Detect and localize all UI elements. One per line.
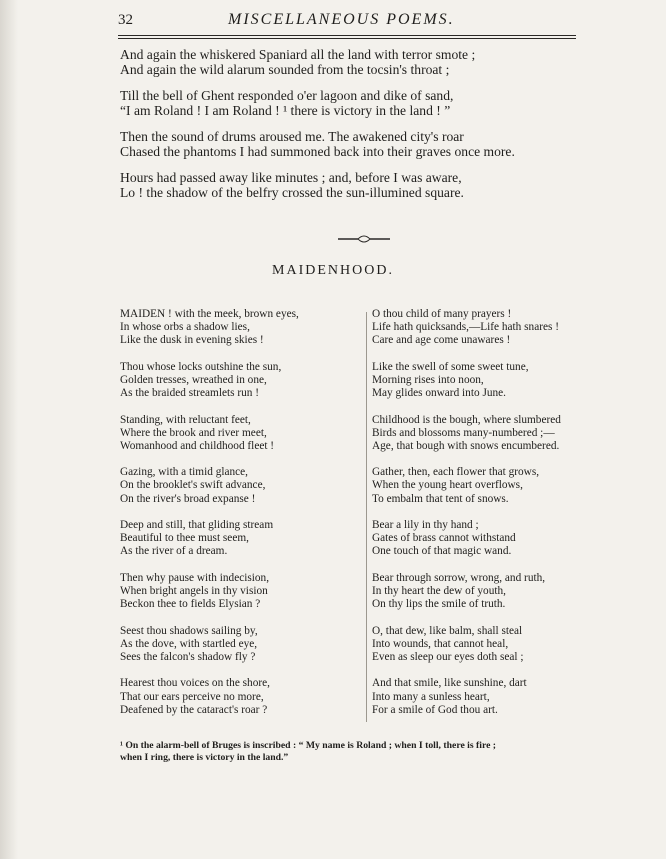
- stanza: [372, 361, 622, 400]
- verse-line: May glides onward into June.: [372, 386, 506, 399]
- verse-line: Morning rises into noon,: [372, 373, 484, 386]
- verse-line: Gazing, with a timid glance,: [120, 466, 248, 479]
- stanza: [120, 625, 360, 664]
- stanza: [372, 466, 622, 505]
- verse-line: Till the bell of Ghent responded o'er lagoon and dike of sand,: [120, 88, 454, 103]
- verse-line: “I am Roland ! I am Roland ! ¹ there is victory in the land ! ”: [120, 102, 451, 118]
- stanza: [120, 414, 360, 453]
- verse-line: When bright angels in thy vision: [120, 585, 268, 597]
- stanza: [120, 171, 590, 200]
- verse-line: Bear a lily in thy hand ;: [372, 519, 479, 532]
- stanza: [120, 519, 360, 558]
- verse-line: As the river of a dream.: [120, 545, 228, 558]
- verse-line: Gather, then, each flower that grows,: [372, 466, 540, 479]
- page-number: 32: [118, 12, 133, 28]
- stanza: [372, 677, 622, 716]
- verse-line: Hearest thou voices on the shore,: [120, 677, 270, 690]
- footnote-line: when I ring, there is victory in the land.”: [120, 751, 289, 763]
- verse-line: Golden tresses, wreathed in one,: [120, 373, 267, 386]
- stanza: [120, 308, 360, 347]
- stanza: [120, 361, 360, 400]
- verse-line: Life hath quicksands,—Life hath snares !: [372, 321, 559, 334]
- verse-line: When the young heart overflows,: [372, 479, 523, 492]
- verse-line: Standing, with reluctant feet,: [120, 413, 251, 426]
- verse-line: As the dove, with startled eye,: [120, 637, 258, 650]
- verse-line: Where the brook and river meet,: [120, 426, 267, 439]
- verse-line: Chased the phantoms I had summoned back into their graves once more.: [120, 143, 515, 159]
- verse-line: Like the dusk in evening skies !: [120, 334, 264, 347]
- verse-line: Even as sleep our eyes doth seal ;: [372, 650, 524, 663]
- verse-line: Into many a sunless heart,: [372, 690, 490, 703]
- verse-line: As the braided streamlets run !: [120, 386, 259, 399]
- verse-line: Lo ! the shadow of the belfry crossed the sun-illumined square.: [120, 184, 464, 200]
- stanza: [372, 572, 622, 611]
- verse-line: One touch of that magic wand.: [372, 545, 512, 558]
- verse-line: MAIDEN ! with the meek, brown eyes,: [120, 308, 299, 320]
- page-header: [118, 10, 576, 34]
- verse-line: Thou whose locks outshine the sun,: [120, 360, 282, 373]
- verse-line: And that smile, like sunshine, dart: [372, 677, 527, 690]
- verse-line: Hours had passed away like minutes ; and, before I was aware,: [120, 170, 462, 185]
- header-rule-thin: [118, 38, 576, 39]
- verse-line: Womanhood and childhood fleet !: [120, 439, 275, 452]
- verse-line: Gates of brass cannot withstand: [372, 532, 516, 545]
- header-rule: [118, 35, 576, 36]
- verse-line: And again the wild alarum sounded from the tocsin's throat ;: [120, 61, 450, 77]
- verse-line: Care and age come unawares !: [372, 334, 511, 347]
- stanza: [120, 677, 360, 716]
- footnote-line: ¹ On the alarm-bell of Bruges is inscribed : “ My name is Roland ; when I toll, there is fire ;: [120, 740, 497, 751]
- verse-line: Deafened by the cataract's roar ?: [120, 703, 268, 716]
- column-divider: [366, 312, 367, 722]
- verse-line: Into wounds, that cannot heal,: [372, 637, 509, 650]
- verse-line: On the brooklet's swift advance,: [120, 479, 266, 492]
- stanza: [120, 572, 360, 611]
- stanza: [372, 308, 622, 347]
- verse-line: Deep and still, that gliding stream: [120, 519, 274, 532]
- poem-continuation: [120, 48, 590, 212]
- verse-line: Then the sound of drums aroused me. The awakened city's roar: [120, 129, 464, 144]
- verse-line: For a smile of God thou art.: [372, 703, 498, 716]
- stanza: [120, 130, 590, 159]
- verse-line: Childhood is the bough, where slumbered: [372, 413, 561, 426]
- stanza: [372, 414, 622, 453]
- page-edge-shadow: [0, 0, 18, 859]
- verse-line: Sees the falcon's shadow fly ?: [120, 650, 256, 663]
- verse-line: O, that dew, like balm, shall steal: [372, 624, 523, 637]
- poem-title: MAIDENHOOD.: [272, 263, 394, 278]
- verse-line: Beckon thee to fields Elysian ?: [120, 598, 261, 611]
- verse-line: Seest thou shadows sailing by,: [120, 624, 258, 637]
- verse-line: Then why pause with indecision,: [120, 571, 270, 584]
- verse-line: On the river's broad expanse !: [120, 492, 256, 505]
- footnote: [120, 740, 640, 763]
- verse-line: On thy lips the smile of truth.: [372, 598, 506, 611]
- verse-line: O thou child of many prayers !: [372, 308, 512, 320]
- poem-right-column: [372, 308, 622, 730]
- verse-line: To embalm that tent of snows.: [372, 492, 509, 505]
- poem-left-column: [120, 308, 360, 730]
- verse-line: Birds and blossoms many-numbered ;—: [372, 426, 555, 439]
- stanza: [372, 625, 622, 664]
- stanza: [372, 519, 622, 558]
- verse-line: Beautiful to thee must seem,: [120, 532, 249, 545]
- verse-line: In whose orbs a shadow lies,: [120, 321, 250, 334]
- stanza: [120, 48, 590, 77]
- stanza: [120, 89, 590, 118]
- ornament-divider-icon: [336, 232, 392, 246]
- verse-line: That our ears perceive no more,: [120, 690, 264, 703]
- verse-line: And again the whiskered Spaniard all the land with terror smote ;: [120, 47, 476, 62]
- verse-line: Like the swell of some sweet tune,: [372, 360, 529, 373]
- verse-line: Bear through sorrow, wrong, and ruth,: [372, 571, 546, 584]
- verse-line: In thy heart the dew of youth,: [372, 585, 506, 597]
- stanza: [120, 466, 360, 505]
- running-head: MISCELLANEOUS POEMS.: [228, 11, 455, 28]
- verse-line: Age, that bough with snows encumbered.: [372, 439, 560, 452]
